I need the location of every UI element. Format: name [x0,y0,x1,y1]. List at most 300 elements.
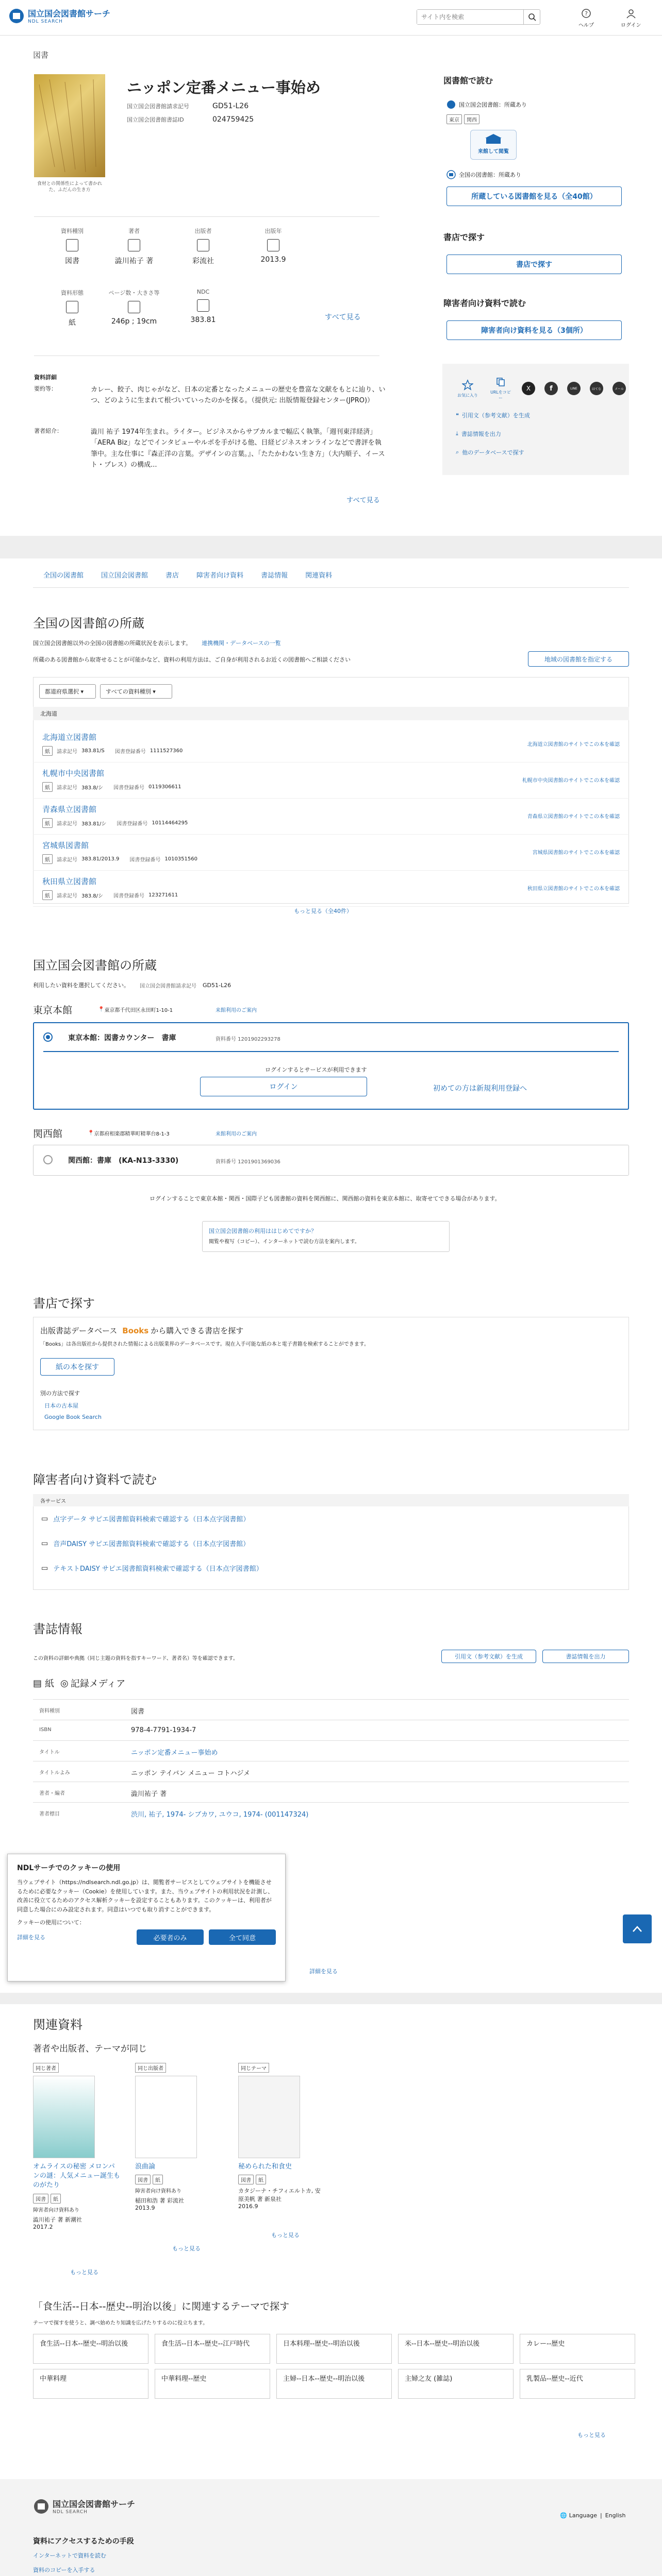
related-tags [135,2175,223,2184]
meta-label-5: ページ数・大きさ等 [108,290,160,296]
library-call: 383.81/2013.9 [81,856,120,862]
biblio-more[interactable]: 詳細を見る [309,1968,338,1975]
breadcrumb: 図書 [33,50,49,60]
acc-item-label: 点字データ サピエ図書館資料検索で確認する（日本点字図書館） [53,1516,250,1523]
search-db-icon: ⌕ [456,449,459,455]
related-author-line [238,2187,326,2203]
export-icon: ⤓ [456,430,458,437]
accessible-button[interactable]: 障害者向け資料を見る（3個所） [446,320,622,340]
globe-icon: 🌐 [560,2512,567,2519]
partner-list-link[interactable]: 連携機関・データベースの一覧 [202,640,281,647]
detail-see-all[interactable]: すべて見る [346,497,380,504]
biblio-export-button[interactable]: 書誌情報を出力 [542,1650,629,1663]
biblio-media2-label: 記録メディア [70,1679,126,1689]
logo-en: NDL SEARCH [28,19,63,24]
library-id: 1111527360 [150,748,183,754]
hatena-share-icon[interactable]: はてな [590,382,603,395]
login-button[interactable] [621,8,641,28]
library-external-link[interactable]: 北海道立図書館のサイトでこの本を確認 [527,742,620,748]
tab-4[interactable]: 書誌情報 [261,572,288,580]
related-year: 2013.9 [135,2205,155,2212]
national-title: 全国の図書館の所蔵 [33,616,144,631]
cookie-necessary-button[interactable]: 必要者のみ [137,1929,204,1945]
paper-icon [66,301,78,313]
related-book-title[interactable]: 秘められた和食史 [238,2163,292,2171]
side-read-title: 図書館で読む [443,76,493,86]
tab-3[interactable]: 障害者向け資料 [196,572,244,580]
language-switch[interactable]: 🌐 Language | English [560,2512,626,2519]
related-pub: 新泉社 [264,2196,282,2203]
library-row [33,835,629,871]
tag-kansai: 関西 [464,114,479,124]
facebook-share-icon[interactable]: f [544,382,558,395]
type-select[interactable]: すべての資料種別 ▾ [100,684,172,699]
cite-label: 引用文（参考文献）を生成 [461,412,530,419]
biblio-row [33,1802,629,1823]
books-logo: Books [122,1326,149,1335]
cookie-label: クッキーの使用について： [17,1919,85,1926]
find-paper-book-button[interactable]: 紙の本を探す [40,1358,114,1376]
favorite-button[interactable] [456,379,479,398]
disc-icon: ◎ [60,1677,69,1689]
building-icon [483,133,504,145]
meta-value-4: 紙 [69,319,76,327]
google-book-link[interactable]: Google Book Search [44,1414,102,1420]
visit-label: 来館して閲覧 [478,149,509,155]
export-link[interactable] [456,430,501,438]
side-ndl-status [446,100,527,109]
library-id: 123271611 [148,892,178,898]
calendar-icon [267,239,279,251]
line-share-icon[interactable]: LINE [567,382,581,395]
biblio-row [33,1720,629,1740]
document-icon: ▭ [41,1564,48,1572]
related-title: 関連資料 [33,2018,82,2032]
prefecture-select-label: 都道府県選択 [45,688,79,695]
meta-label-1: 著者 [128,228,140,234]
theme-chip[interactable]: 日本料理--歴史--明治以後 [276,2334,392,2364]
footer-heading: 資料にアクセスするための手段 [33,2537,134,2546]
star-icon [462,379,473,391]
author-intro-label: 著者紹介： [34,428,62,434]
gray-band [0,536,662,558]
library-call: 383.8/シ [81,893,103,899]
related-tag: 紙 [51,2194,61,2204]
footer-logo-en: NDL SEARCH [53,2510,88,2515]
side-ndl-tags [446,114,479,124]
tokyo-title: 東京本館 [33,1005,73,1016]
biblio-row [33,1782,629,1802]
kansai-radio[interactable] [43,1155,53,1164]
biblio-key: ISBN [39,1727,52,1733]
meta-value-3: 2013.9 [260,256,286,264]
region-button[interactable]: 地域の図書館を指定する [528,651,629,667]
guide-button[interactable] [202,1221,450,1252]
kansai-item-id: 資料番号 1201901369036 [216,1159,280,1165]
tab-2[interactable]: 書店 [166,572,179,580]
acc-item-label: 音声DAISY サピエ図書館資料検索で確認する（日本点字図書館） [53,1540,250,1548]
theme-chip[interactable]: カレー--歴史 [520,2334,635,2364]
biblio-value: 図書 [131,1708,145,1716]
related-sub: 著者や出版者、テーマが同じ [33,2044,147,2054]
pin-icon-2: 📍 [88,1130,94,1136]
region-header: 北海道 [33,707,629,720]
related-author-line [135,2196,223,2205]
theme-desc: テーマで探すを使うと、調べ始めたり知識を広げたりするのに役立ちます。 [33,2320,208,2326]
cookie-detail-link[interactable]: 詳細を見る [17,1934,45,1941]
related-author: 澁川祐子 著 [33,2216,63,2223]
call-number-value: GD51-L26 [212,102,249,110]
related-more-1[interactable]: もっと見る [70,2269,98,2276]
library-call-label: 請求記号 [57,857,77,863]
related-cover [33,2076,95,2158]
biblio-key: タイトル [39,1750,60,1755]
footer-link-copy[interactable]: 資料のコピーを入手する [33,2567,95,2573]
biblio-value: 澁川祐子 著 [131,1790,167,1798]
acc-title: 障害者向け資料で読む [33,1472,157,1487]
meta-label-3: 出版年 [264,228,282,234]
related-author: カタジーナ・チフィエルトカ, 安原美帆 著 [238,2188,321,2203]
store-db-label2: から購入できる書店を探す [151,1326,244,1335]
library-kind: 紙 [42,818,53,828]
biblio-value: ニッポン テイバン メニュー コトハジメ [131,1770,251,1777]
ndl-desc [33,981,231,989]
footer-logo[interactable] [33,2498,135,2515]
meta-value-2: 彩流社 [192,257,214,265]
theme-chip[interactable]: 中華料理--歴史 [155,2369,270,2399]
library-name[interactable]: 北海道立図書館 [42,733,97,742]
svg-text:?: ? [585,10,588,17]
biblio-key: 著者・編者 [39,1791,65,1797]
library-external-link[interactable]: 秋田県立図書館のサイトでこの本を確認 [527,886,620,892]
library-id: 1010351560 [164,856,197,862]
library-id-label: 図書登録番号 [113,893,144,899]
related-tag: 紙 [153,2175,163,2184]
acc-svc-label: 各サービス [33,1494,629,1506]
tokyo-item-id: 資料番号 1201902293278 [216,1037,280,1042]
ruler-icon [128,301,140,313]
summary-label: 要約等： [34,385,57,392]
library-row [33,726,629,762]
biblio-row [33,1699,629,1720]
library-call-label: 請求記号 [57,785,77,791]
store-desc: 「Books」は各出版社から提供された情報による出版業界のデータベースです。現在入手可能な紙の本と電子書籍を検索することができます。 [40,1342,369,1347]
tokyo-addr-text: 東京都千代田区永田町1-10-1 [104,1008,173,1013]
search-input[interactable] [417,10,520,24]
theme-chip[interactable]: 主婦--日本--歴史--明治以後 [276,2369,392,2399]
related-extra: 障害者向け資料あり [33,2207,79,2213]
side-shop-title: 書店で探す [443,232,485,242]
detail-label: 資料詳細 [34,374,57,381]
side-ndl-status-text: 所蔵あり [504,101,527,108]
library-id: 0119306611 [148,784,181,790]
ndl-logo-icon [8,8,25,24]
help-button[interactable] [578,8,594,28]
related-book[interactable] [33,2063,121,2230]
library-call: 383.8/シ [81,785,103,791]
section-tabs [43,570,332,580]
theme-chip[interactable]: 主婦之友 (雑誌) [398,2369,514,2399]
related-tag: 図書 [238,2175,254,2184]
library-kind: 紙 [42,854,53,864]
library-icon [446,170,456,179]
kansai-item-label: 関西館：書庫 (KA-N13-3330) [68,1157,179,1165]
pen-icon [128,239,140,251]
meta-label-0: 資料種別 [61,228,84,234]
side-acc-title: 障害者向け資料で読む [443,298,526,308]
biblio-row [33,1740,629,1761]
library-name[interactable]: 秋田県立図書館 [42,877,97,886]
related-more-3[interactable]: もっと見る [271,2232,300,2239]
share-row [456,376,626,401]
library-id-label: 図書登録番号 [113,785,144,791]
tokyo-addr [98,1006,173,1013]
store-title: 書店で探す [33,1296,95,1311]
library-row [33,871,629,907]
library-kind: 紙 [42,782,53,792]
meta-value-1: 澁川祐子 著 [114,257,154,265]
biblio-value[interactable]: 渋川, 祐子, 1974- シブカワ, ユウコ, 1974- (001147324) [131,1811,309,1819]
tokyo-radio[interactable] [43,1032,53,1042]
ndl-desc-text: 利用したい資料を選択してください。 [33,982,129,989]
side-all-status-text: 所蔵あり [499,172,521,178]
biblio-key: 著者標目 [39,1811,60,1817]
footer [0,2479,662,2576]
related-badge: 同じ出版者 [135,2063,166,2073]
related-tags [238,2175,326,2184]
related-book-title[interactable]: 浪曲論 [135,2163,156,2171]
library-id-label: 図書登録番号 [129,857,161,863]
meta-item-0 [36,227,108,266]
meta-item-5 [98,289,170,326]
tag-icon [197,299,209,312]
link-icon [495,376,506,387]
visit-box[interactable] [470,130,517,160]
biblio-value: 978-4-7791-1934-7 [131,1726,196,1734]
national-filters [39,684,172,699]
biblio-key: タイトルよみ [39,1770,70,1776]
search-button[interactable] [523,10,540,24]
library-id-label: 図書登録番号 [117,821,148,827]
paper-icon: ▤ [33,1677,42,1689]
side-all-label: 全国の図書館： [459,172,499,178]
related-tag: 図書 [33,2194,48,2204]
call-number [127,102,249,110]
library-name[interactable]: 青森県立図書館 [42,805,97,814]
national-desc2: 所蔵のある図書館から取寄せることが可能かなど、資料の利用方法は、ご自身が利用されるお近くの図書館へご相談ください [33,656,351,663]
acc-item[interactable] [41,1563,263,1573]
national-desc-text: 国立国会図書館以外の全国の図書館の所蔵状況を表示します。 [33,640,192,647]
document-icon: ▭ [41,1514,48,1523]
related-book-title[interactable]: オムライスの秘密 メロンパンの謎：人気メニュー誕生ものがたり [33,2163,121,2190]
ndl-login-button[interactable]: ログイン [200,1077,367,1096]
building-icon [197,239,209,251]
pid [127,115,254,124]
book-cover [34,74,105,177]
related-cover [135,2076,197,2158]
x-share-icon[interactable]: X [522,382,535,395]
meta-label-2: 出版者 [194,228,212,234]
library-row [33,799,629,835]
side-all-status [446,170,521,179]
library-id-label: 図書登録番号 [114,749,146,755]
pid-label: 国立国会図書館書誌ID [127,116,184,123]
library-name[interactable]: 札幌市中央図書館 [42,769,105,778]
logo[interactable] [8,7,110,24]
login-label: ログイン [621,23,641,28]
theme-chip[interactable]: 乳製品--歴史--近代 [520,2369,635,2399]
book-title: ニッポン定番メニュー事始め [127,79,321,96]
meta-value-5: 246p ; 19cm [111,317,157,326]
user-icon [626,8,636,19]
ndl-title: 国立国会図書館の所蔵 [33,958,157,973]
all-libraries-button[interactable]: 所蔵している図書館を見る（全40館） [446,187,622,206]
library-call-label: 請求記号 [57,893,77,899]
language-label: Language [569,2512,597,2519]
ndl-logo-icon-footer [33,2498,49,2515]
biblio-cite-button[interactable]: 引用文（参考文献）を生成 [441,1650,536,1663]
pin-icon: 📍 [98,1007,105,1012]
other-db-link[interactable] [456,448,524,456]
tag-tokyo: 東京 [446,114,462,124]
kansai-title: 関西館 [33,1128,63,1140]
related-cover [238,2076,300,2158]
store-other-title: 別の方法で探す [40,1390,80,1397]
biblio-key: 資料種別 [39,1708,60,1714]
theme-more[interactable]: もっと見る [577,2432,606,2438]
chevron-up-icon [632,1925,642,1933]
search-icon [528,13,536,21]
cover-caption: 食材との関係性によって書かれた、ふだんの生き方 [37,181,102,193]
related-year: 2017.2 [33,2223,53,2230]
side-ndl-label: 国立国会図書館： [459,101,504,108]
type-select-label: すべての資料種別 [106,688,151,695]
biblio-media [33,1676,125,1690]
library-external-link[interactable]: 札幌市中央図書館のサイトでこの本を確認 [522,778,620,784]
copy-url-button[interactable] [489,376,512,401]
shop-button[interactable]: 書店で探す [446,255,622,274]
meta-label-6: NDC [196,289,210,295]
theme-chip[interactable]: 米--日本--歴史--明治以後 [398,2334,514,2364]
prefecture-select[interactable]: 都道府県選択 ▾ [39,684,96,699]
tab-1[interactable]: 国立国会図書館 [101,572,148,580]
old-book-link[interactable]: 日本の古本屋 [44,1402,78,1409]
book-icon [66,239,78,251]
library-meta [42,818,188,828]
store-db-title [40,1325,243,1336]
footer-link-read[interactable]: インターネットで資料を読む [33,2552,107,2559]
meta-label-4: 資料形態 [61,290,84,296]
biblio-value[interactable]: ニッポン定番メニュー事始め [131,1749,218,1757]
theme-chip[interactable]: 食生活--日本--歴史--明治以後 [33,2334,148,2364]
meta-item-3 [237,227,309,264]
theme-chip[interactable]: 食生活--日本--歴史--江戸時代 [155,2334,270,2364]
library-meta [42,854,197,864]
ndl-note: ログインすることで東京本館・関西・国際子ども図書館の資料を関西館に、関西館の資料を東京本館に、取寄せてできる場合があります。 [150,1195,501,1202]
meta-item-4 [36,289,108,328]
theme-title: 「食生活--日本--歴史--明治以後」に関連するテーマで探す [33,2301,290,2312]
export-label: 書誌情報を出力 [461,431,501,437]
mail-share-icon[interactable]: メール [613,382,626,395]
register-link[interactable]: 初めての方は新規利用登録へ [433,1084,527,1093]
guide-sub: 閲覧や複写（コピー）、インターネットで読む方法を案内します。 [209,1239,360,1245]
logo-ja: 国立国会図書館サーチ [28,9,111,19]
english-link[interactable]: English [605,2512,626,2519]
related-book[interactable] [135,2063,223,2211]
related-tags [33,2194,121,2204]
ndl-mark-icon [446,100,456,109]
library-call: 383.81/シ [81,821,107,827]
copy-url-label: URLをコピー [490,390,511,400]
library-kind: 紙 [42,890,53,900]
meta-item-1 [98,227,170,266]
biblio-row [33,1761,629,1782]
cookie-body: 当ウェブサイト（https://ndlsearch.ndl.go.jp）は、閲覧者サービスとしてウェブサイトを機能させるために必要なクッキー（Cookie）を使用しています。また、当ウェブサイトの利用状況を計測し、改善に役立てるためのアクセス解析クッキーを設定することもあります。このクッキーは、利用者が同意した場合にのみ設定されます。同意はいつでも取り消すことができます。 [17,1879,274,1913]
tokyo-item-label: 東京本館：図書カウンター 書庫 [68,1034,176,1042]
related-extra: 障害者向け資料あり [135,2189,181,2195]
favorite-label: お気に入り [457,393,478,398]
tokyo-guide-link[interactable]: 来館利用のご案内 [216,1008,257,1013]
library-meta [42,782,181,792]
theme-chip[interactable]: 中華料理 [33,2369,148,2399]
other-db-label: 他のデータベースで探す [462,449,524,456]
cite-link[interactable] [456,411,530,419]
national-more[interactable]: もっと見る（全40件） [294,908,352,914]
pid-value: 024759425 [212,115,254,124]
back-to-top-button[interactable] [623,1914,652,1943]
related-more-2[interactable]: もっと見る [172,2245,201,2252]
ndl-call-label: 国立国会図書館請求記号 [140,983,196,989]
library-call-label: 請求記号 [57,821,77,827]
library-name[interactable]: 宮城県図書館 [42,841,89,850]
library-kind: 紙 [42,746,53,756]
library-external-link[interactable]: 宮城県図書館のサイトでこの本を確認 [532,850,620,856]
meta-item-2 [167,227,239,266]
library-meta [42,746,183,756]
meta-see-all[interactable]: すべて見る [325,313,361,321]
cover-art [34,74,105,177]
related-tag: 紙 [256,2175,266,2184]
acc-item[interactable] [41,1514,250,1523]
related-year: 2016.9 [238,2203,258,2210]
kansai-addr-text: 京都府相楽郡精華町精華台8-1-3 [94,1131,170,1137]
tab-0[interactable]: 全国の図書館 [43,572,84,580]
cookie-banner [7,1854,286,1981]
meta-value-6: 383.81 [190,316,216,324]
related-pub: 彩流社 [167,2197,184,2205]
related-book[interactable] [238,2063,326,2210]
tab-5[interactable]: 関連資料 [305,572,333,580]
library-meta [42,890,178,900]
acc-item[interactable] [41,1538,250,1548]
cookie-title: NDLサーチでのクッキーの使用 [17,1864,121,1872]
biblio-media-label: 紙 [45,1679,55,1689]
cookie-accept-button[interactable]: 全て同意 [209,1929,276,1945]
kansai-guide-link[interactable]: 来館利用のご案内 [216,1131,257,1137]
summary-text: カレー、餃子、肉じゃがなど、日本の定番となったメニューの歴史を豊富な文献をもとに辿り、いつ、どのように生まれて根づいていったのかを探る。（提供元: 出版情報登録センター(JPRO)） [91,386,386,405]
library-external-link[interactable]: 青森県立図書館のサイトでこの本を確認 [527,814,620,820]
related-pub: 新潮社 [65,2216,82,2223]
footer-logo-ja: 国立国会図書館サーチ [53,2499,136,2509]
guide-title: 国立国会図書館の利用ははじめてですか？ [209,1228,317,1234]
acc-item-label: テキストDAISY サピエ図書館資料検索で確認する（日本点字図書館） [53,1565,263,1573]
quote-icon: ❝ [456,412,459,419]
help-label: ヘルプ [578,23,594,28]
question-icon [581,8,591,19]
related-tag: 図書 [135,2175,151,2184]
related-author-line [33,2215,121,2224]
library-id: 10114464295 [152,820,188,826]
